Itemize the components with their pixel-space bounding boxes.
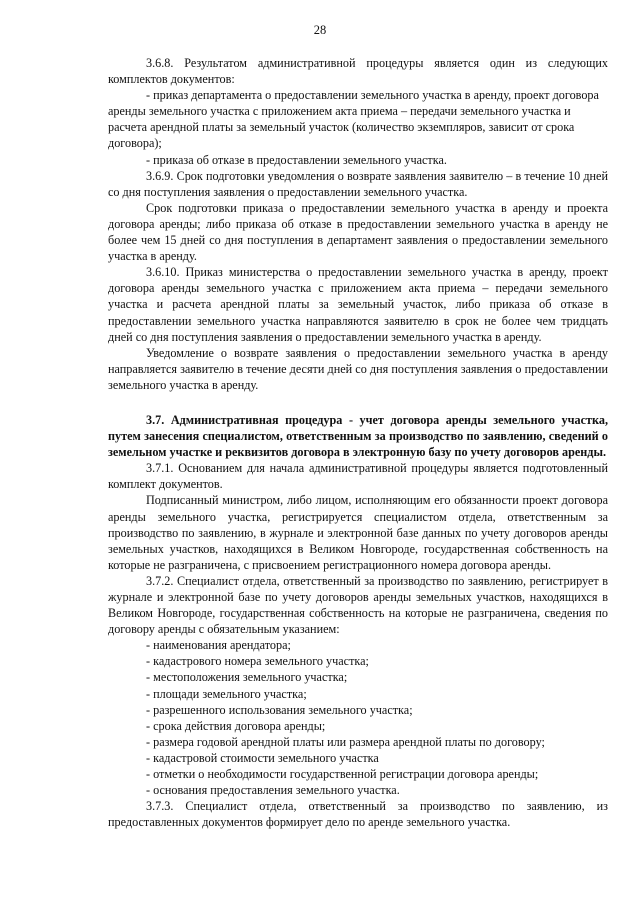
list-item: - срока действия договора аренды; [146,718,326,733]
paragraph: Подписанный министром, либо лицом, исполняющим его обязанности проект договора аренды земельного участка, регистрируется специалистом отдела, ответственным за производство по заявлению, в журнале и электронной базе данных по учету договоров аренды земельных участков, находящихся в Великом Новгороде, государственная собственность на которые не разграничена, с присвоением регистрационного номера договора аренды. [108,493,608,572]
list-item: - кадастрового номера земельного участка; [146,654,369,669]
list-item: - приказ департамента о предоставлении земельного участка в аренду, проект договора аренды земельного участка с приложением акта приема – передачи земельного участка и расчета арендной платы за земельный участок (количество экземпляров, зависит от срока договора); [108,88,599,151]
section-heading-3-7: 3.7. Административная процедура - учет договора аренды земельного участка, путем занесения специалистом, ответственным за производство по заявлению, сведений о земельном участке и реквизитов договора в электронную базу по учету договоров аренды. [108,412,608,460]
document-body [108,55,608,830]
paragraph-3-6-10: 3.6.10. Приказ министерства о предоставлении земельного участка в аренду, проект договора аренды земельного участка с приложением акта приема – передачи земельного участка и расчета арендной платы за земельный участок, либо приказа об отказе в предоставлении земельного участка направляются заявителю в срок не более чем тридцать дней со дня поступления заявления о предоставлении земельного участка в аренду. [108,265,608,344]
list-item: - разрешенного использования земельного участка; [146,702,413,717]
list-item: - основания предоставления земельного участка. [146,783,400,798]
list-item: - отметки о необходимости государственной регистрации договора аренды; [146,767,539,782]
paragraph: Срок подготовки приказа о предоставлении земельного участка в аренду и проекта договора аренды; либо приказа об отказе в предоставлении земельного участка в аренду не более чем 15 дней со дня поступления в департамент заявления о предоставлении земельного участка в аренду. [108,200,608,264]
list-item: - размера годовой арендной платы или размера арендной платы по договору; [146,734,545,749]
paragraph-3-7-2: 3.7.2. Специалист отдела, ответственный за производство по заявлению, регистрирует в журнале и электронной базе по учету договоров аренды земельных участков, находящихся в Великом Новгороде, государственная собственность на которые не разграничена, сведения по договору аренды с обязательным указанием: [108,573,608,637]
list-item: - наименования арендатора; [146,638,291,653]
page-number: 28 [313,23,327,37]
list-item: - кадастровой стоимости земельного участка [146,750,379,765]
paragraph: Уведомление о возврате заявления о предоставлении земельного участка в аренду направляется заявителю в течение десяти дней со дня поступления заявления о предоставлении земельного участка в аренду. [108,345,608,392]
paragraph-3-6-8: 3.6.8. Результатом административной процедуры является один из следующих комплектов документов: [108,56,608,87]
paragraph-3-7-1: 3.7.1. Основанием для начала административной процедуры является подготовленный комплект документов. [108,461,608,492]
list-item: - местоположения земельного участка; [146,670,348,685]
paragraph-3-6-9: 3.6.9. Срок подготовки уведомления о возврате заявления заявителю – в течение 10 дней со дня поступления заявления о предоставлении земельного участка. [108,168,608,199]
paragraph-3-7-3: 3.7.3. Специалист отдела, ответственный за производство по заявлению, из предоставленных документов формирует дело по аренде земельного участка. [108,799,608,830]
list-item: - площади земельного участка; [146,686,307,701]
list-item: - приказа об отказе в предоставлении земельного участка. [146,152,447,167]
